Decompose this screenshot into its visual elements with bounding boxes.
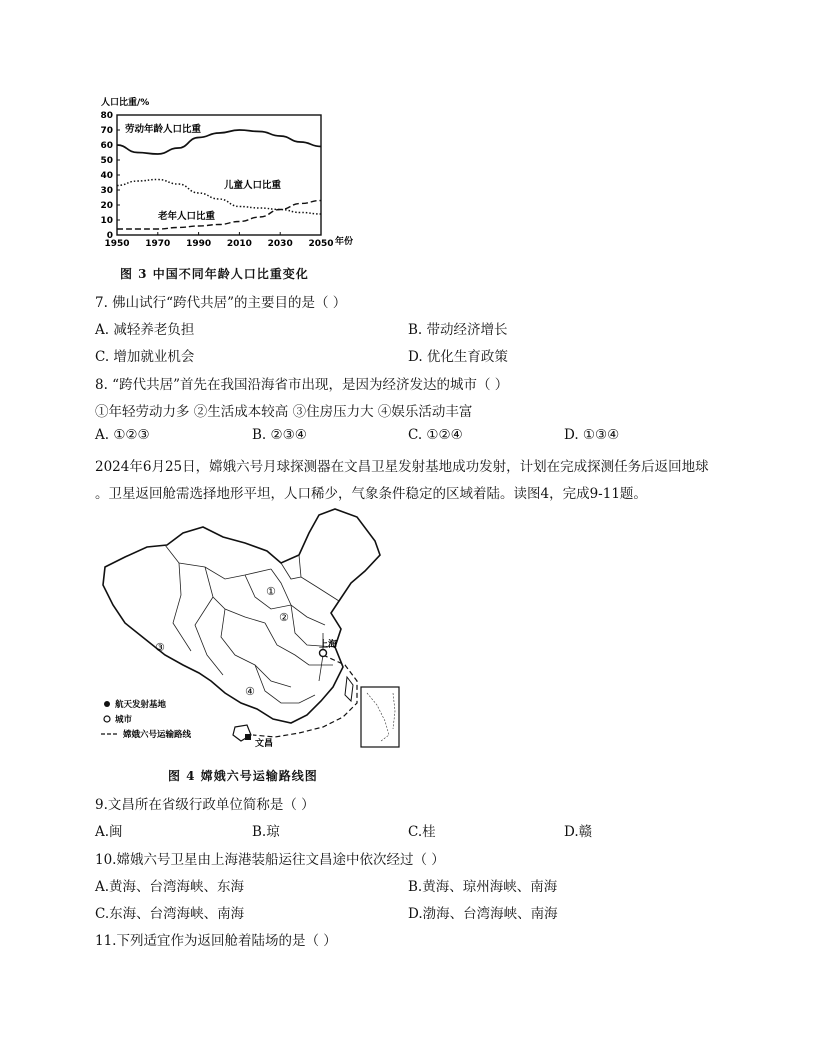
transport-route [253,655,357,737]
q8-option-d[interactable]: D. ①③④ [564,427,620,443]
marker-4: ④ [245,685,255,698]
marker-3: ③ [155,641,165,654]
q9-option-c[interactable]: C.桂 [408,824,436,840]
x-tick-label: 2050 [308,239,334,249]
q8-option-a[interactable]: A. ①②③ [95,427,150,443]
legend-city-icon [104,716,110,722]
taiwan-island [345,677,353,701]
legend-base-icon [104,701,110,707]
q10-stem: 10.嫦娥六号卫星由上海港装船运往文昌途中依次经过（ ） [95,852,445,868]
figure3-caption: 图 3 中国不同年龄人口比重变化 [120,267,309,281]
q8-option-c[interactable]: C. ①②④ [408,427,463,443]
legend-base-label: 航天发射基地 [115,700,167,710]
q9-option-a[interactable]: A.闽 [95,824,123,840]
series-label-elderly: 老年人口比重 [158,211,216,222]
q10-option-b[interactable]: B.黄海、琼州海峡、南海 [408,879,558,895]
shanghai-label: 上海 [319,640,338,650]
population-chart [95,95,365,255]
intro-line-2: 。卫星返回舱需选择地形平坦，人口稀少，气象条件稳定的区域着陆。读图4，完成9-11题。 [95,486,647,502]
china-transport-map [95,505,405,755]
legend-city-label: 城市 [115,715,133,725]
q10-option-d[interactable]: D.渤海、台湾海峡、南海 [408,906,558,922]
x-tick-label: 1970 [145,239,171,249]
q9-option-b[interactable]: B.琼 [252,824,280,840]
y-tick-label: 0 [106,231,113,241]
y-tick-label: 30 [100,186,113,196]
q7-option-c[interactable]: C. 增加就业机会 [95,349,195,365]
q7-stem: 7. 佛山试行“跨代共居”的主要目的是（ ） [95,295,347,311]
series-line-elderly [117,201,321,230]
q9-stem: 9.文昌所在省级行政单位简称是（ ） [95,797,315,813]
series-line-children [117,180,321,215]
q11-stem: 11.下列适宜作为返回舱着陆场的是（ ） [95,933,337,949]
x-tick-label: 1950 [104,239,130,249]
q7-option-a[interactable]: A. 减轻养老负担 [95,322,195,338]
wenchang-launch-base-marker [245,734,251,740]
x-tick-label: 2030 [267,239,293,249]
y-tick-label: 50 [100,156,113,166]
q10-option-c[interactable]: C.东海、台湾海峡、南海 [95,906,245,922]
province-borders [165,545,339,703]
y-tick-label: 60 [100,141,113,151]
q8-items: ①年轻劳动力多 ②生活成本较高 ③住房压力大 ④娱乐活动丰富 [95,404,473,420]
series-label-labor: 劳动年龄人口比重 [125,124,202,135]
x-tick-label: 1990 [186,239,212,249]
q7-option-b[interactable]: B. 带动经济增长 [408,322,508,338]
marker-2: ② [279,611,289,624]
y-tick-label: 10 [100,216,113,226]
south-china-sea-inset [361,687,399,747]
figure4-caption: 图 4 嫦娥六号运输路线图 [168,769,318,783]
legend-route-label: 嫦娥六号运输路线 [123,730,192,740]
q7-option-d[interactable]: D. 优化生育政策 [408,349,508,365]
y-tick-label: 40 [100,171,113,181]
y-tick-label: 20 [100,201,113,211]
chart-ylabel: 人口比重/% [101,98,150,108]
q10-option-a[interactable]: A.黄海、台湾海峡、东海 [95,879,245,895]
y-tick-label: 80 [100,111,113,121]
chart-xlabel: 年份 [335,237,354,247]
series-label-children: 儿童人口比重 [224,180,282,191]
q8-stem: 8. “跨代共居”首先在我国沿海省市出现，是因为经济发达的城市（ ） [95,377,509,393]
y-tick-label: 70 [100,126,113,136]
x-tick-label: 2010 [226,239,252,249]
q8-option-b[interactable]: B. ②③④ [252,427,307,443]
inset-islands [367,693,395,741]
intro-line-1: 2024年6月25日，嫦娥六号月球探测器在文昌卫星发射基地成功发射，计划在完成探测任务后返回地球 [95,459,709,475]
marker-1: ① [266,585,276,598]
wenchang-label: 文昌 [255,739,274,749]
shanghai-city-marker [320,650,327,657]
q9-option-d[interactable]: D.赣 [564,824,593,840]
